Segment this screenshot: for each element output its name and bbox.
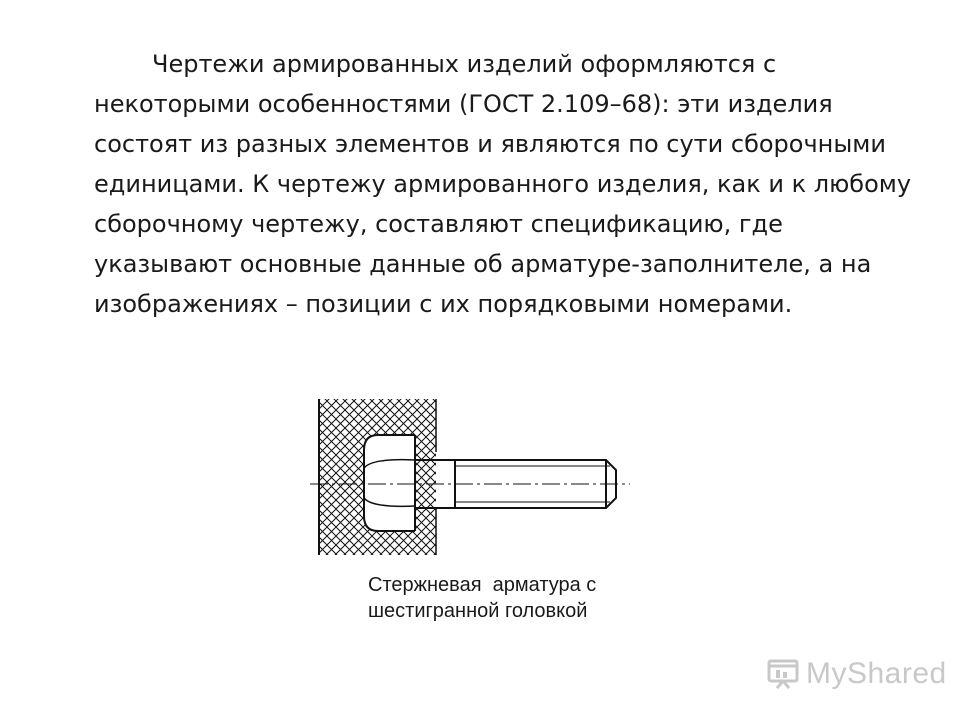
watermark-text: MyShared [806,657,947,690]
watermark [766,656,947,692]
hex-head [364,435,415,531]
body-paragraph: Чертежи армированных изделий оформляются с некоторыми особенностями (ГОСТ 2.109–68): эти изделия состоят из разных элементов и являются по сути сборочными единицами. К чертежу армированного изделия, как и к любому сборочному чертежу, составляют спецификацию, где указывают основные данные об арматуре-заполнителе, а на изображениях – позиции с их порядковыми номерами. [94,50,912,318]
presentation-screen-icon [766,657,800,691]
caption-line-1: Стержневая арматура с [368,574,597,596]
figure-caption [368,572,658,624]
caption-line-2: шестигранной головкой [368,600,588,622]
technical-drawing [300,392,640,562]
